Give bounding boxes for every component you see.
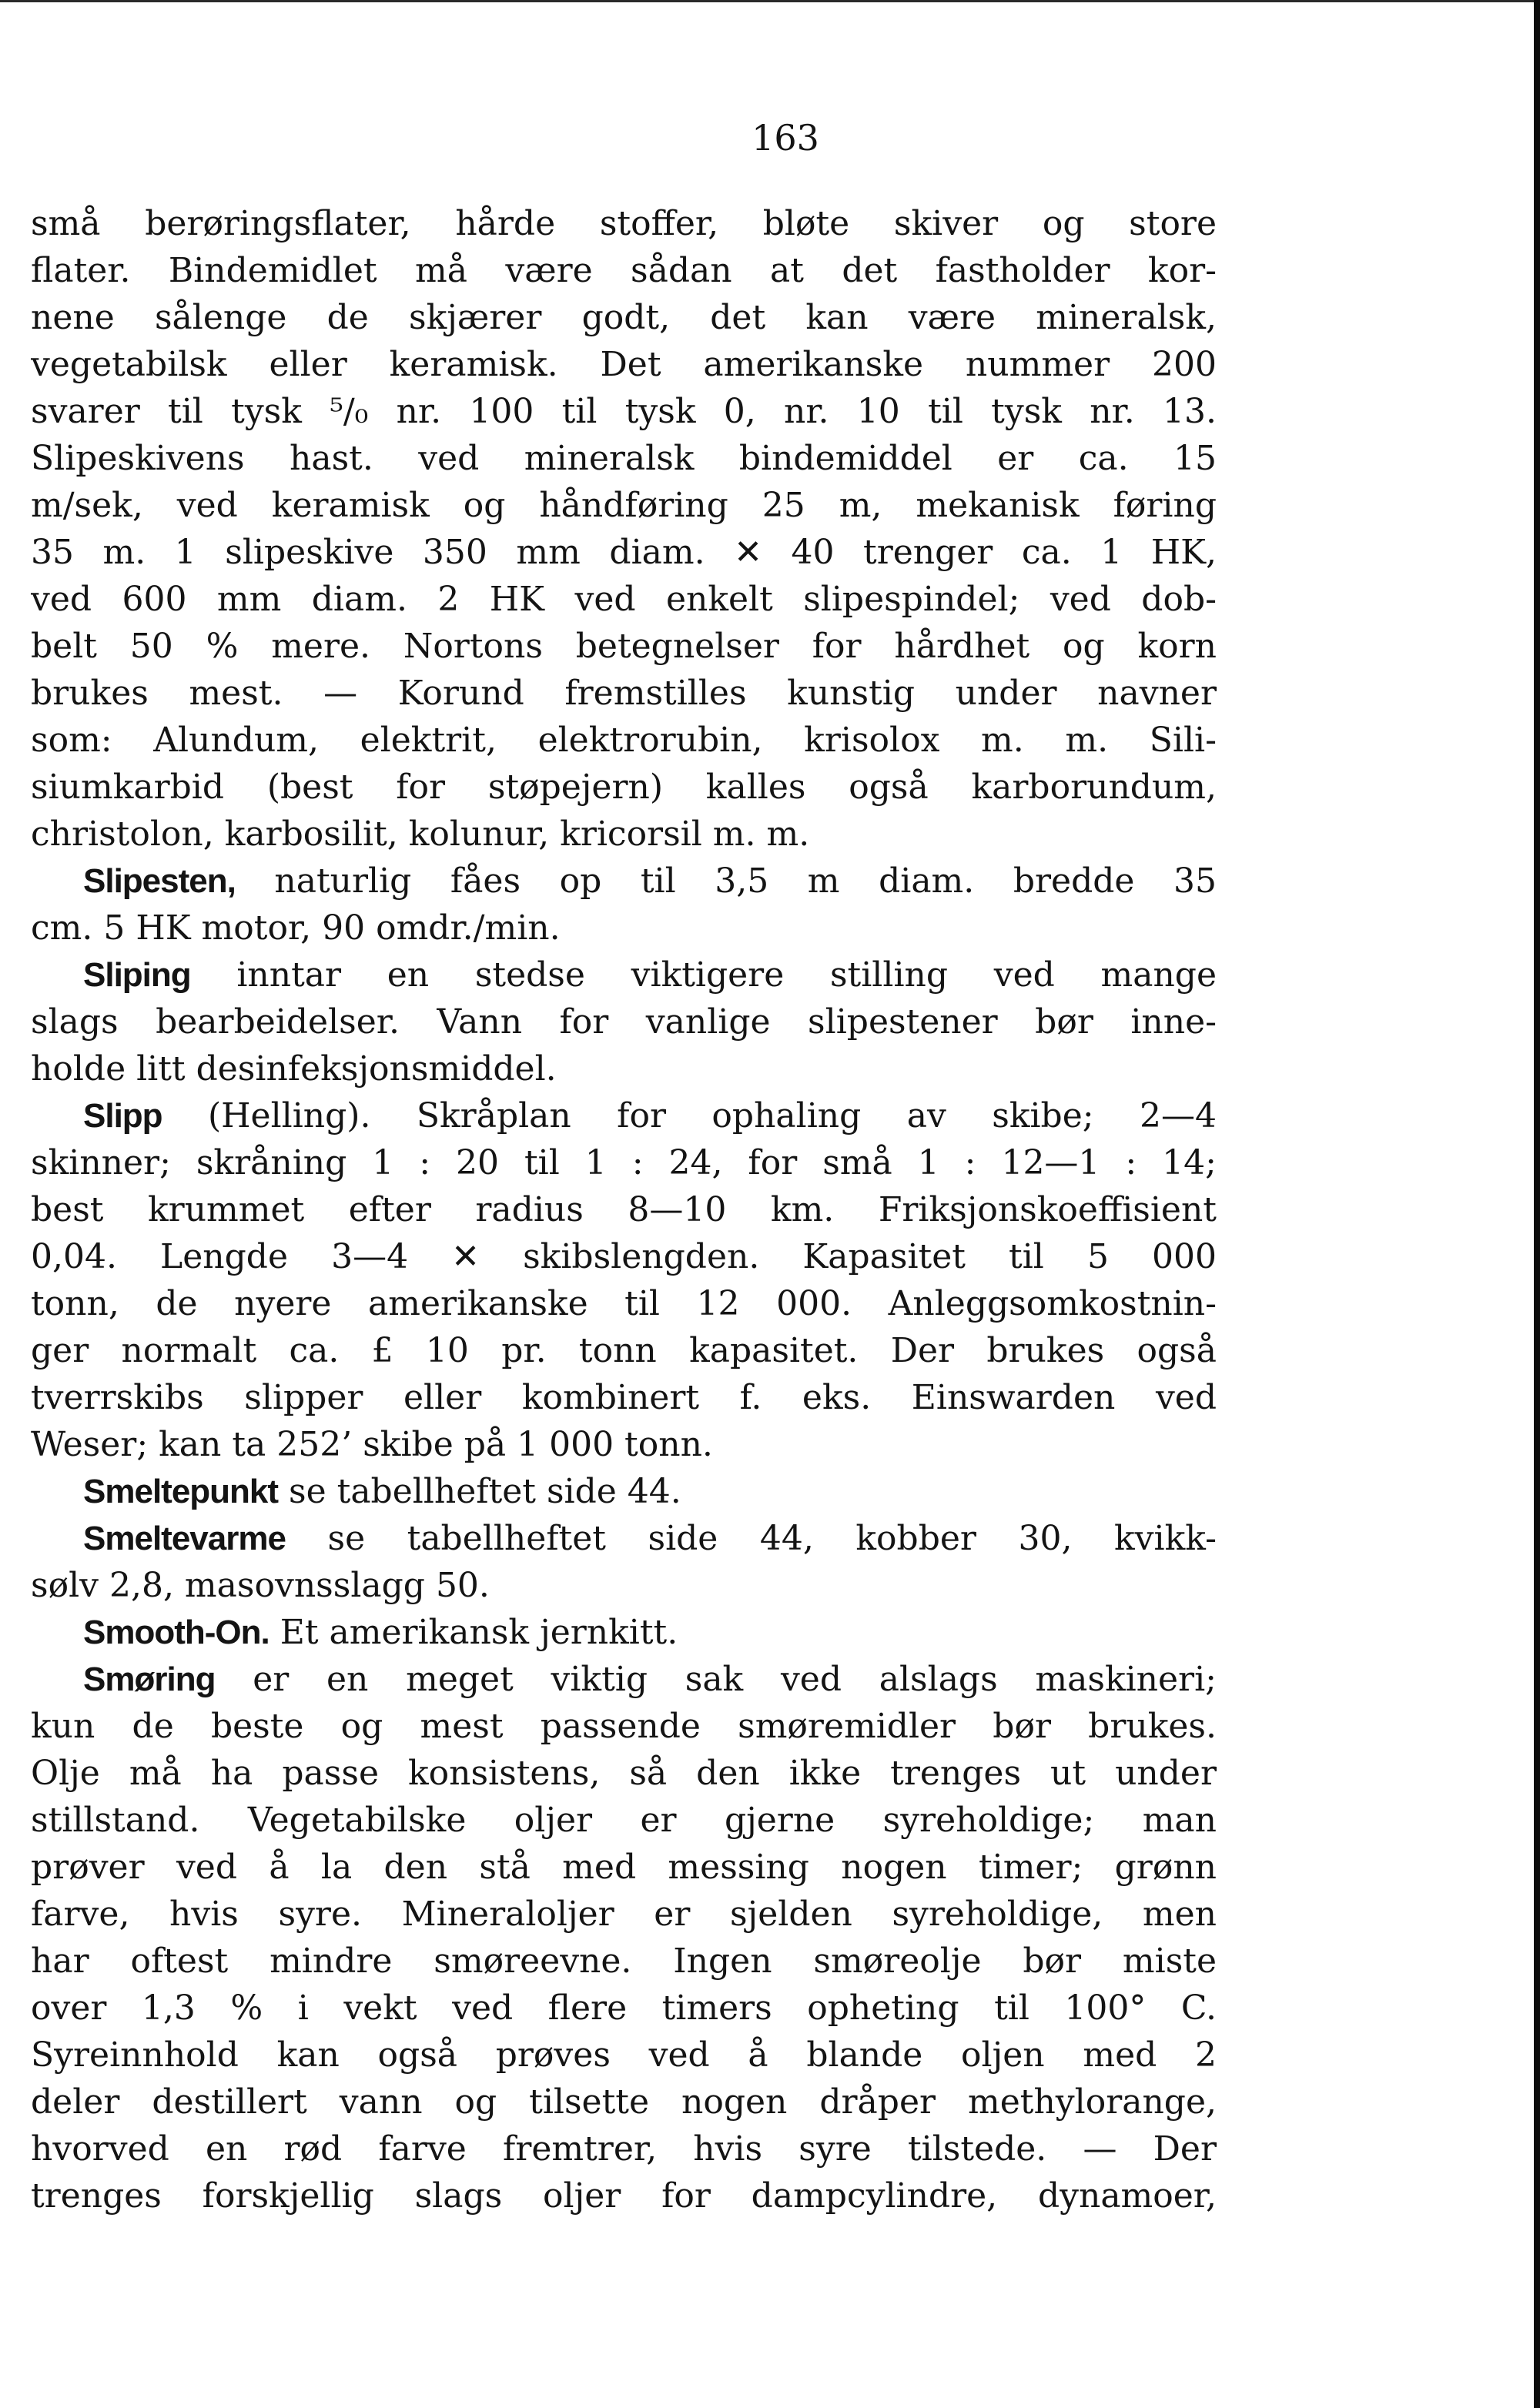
line-text: Et amerikansk jernkitt. bbox=[269, 1613, 678, 1652]
line-text: inntar en stedse viktigere stilling ved mange bbox=[190, 955, 1217, 995]
text-line bbox=[31, 2125, 1217, 2172]
line-text: Syreinnhold kan også prøves ved å blande oljen med 2 bbox=[31, 2035, 1217, 2075]
line-text: hvorved en rød farve fremtrer, hvis syre tilstede. — Der bbox=[31, 2129, 1217, 2169]
line-text: (Helling). Skråplan for ophaling av skibe; 2—4 bbox=[162, 1096, 1217, 1135]
text-line bbox=[31, 388, 1217, 435]
entry-headword: Smooth-On. bbox=[83, 1614, 270, 1651]
line-text: over 1,3 % i vekt ved flere timers opheting til 100° C. bbox=[31, 1988, 1217, 2028]
text-line bbox=[31, 1844, 1217, 1891]
line-text: best krummet efter radius 8—10 km. Friksjonskoeffisient bbox=[31, 1190, 1217, 1229]
line-text: belt 50 % mere. Nortons betegnelser for hårdhet og korn bbox=[31, 627, 1217, 666]
text-line bbox=[31, 1562, 1217, 1609]
text-line bbox=[31, 529, 1217, 576]
line-text: kun de beste og mest passende smøremidler bør brukes. bbox=[31, 1707, 1217, 1746]
text-line bbox=[31, 1750, 1217, 1797]
text-line bbox=[31, 1186, 1217, 1233]
line-text: farve, hvis syre. Mineraloljer er sjelden syreholdige, men bbox=[31, 1895, 1217, 1934]
line-text: har oftest mindre smøreevne. Ingen smøreolje bør miste bbox=[31, 1941, 1217, 1981]
entry-headword: Smeltevarme bbox=[83, 1520, 286, 1557]
scan-edge-right bbox=[1534, 0, 1540, 2408]
text-line bbox=[31, 1139, 1217, 1186]
line-text: m/sek, ved keramisk og håndføring 25 m, mekanisk føring bbox=[31, 486, 1217, 525]
entry-first-line bbox=[31, 1656, 1217, 1703]
text-line bbox=[31, 341, 1217, 388]
line-text: siumkarbid (best for støpejern) kalles også karborundum, bbox=[31, 768, 1217, 807]
text-line bbox=[31, 1891, 1217, 1938]
scan-edge-top bbox=[0, 0, 1540, 2]
line-text: Weser; kan ta 252’ skibe på 1 000 tonn. bbox=[31, 1425, 713, 1464]
line-text: prøver ved å la den stå med messing nogen timer; grønn bbox=[31, 1848, 1217, 1887]
text-line bbox=[31, 247, 1217, 294]
line-text: små berøringsflater, hårde stoffer, bløte skiver og store bbox=[31, 204, 1217, 243]
line-text: flater. Bindemidlet må være sådan at det fastholder kor- bbox=[31, 251, 1217, 290]
text-line bbox=[31, 764, 1217, 811]
line-text: deler destillert vann og tilsette nogen dråper methylorange, bbox=[31, 2082, 1217, 2122]
entry-first-line bbox=[31, 1609, 1217, 1656]
line-text: Olje må ha passe konsistens, så den ikke trenges ut under bbox=[31, 1754, 1217, 1793]
text-line bbox=[31, 623, 1217, 670]
line-text: brukes mest. — Korund fremstilles kunstig under navner bbox=[31, 674, 1217, 713]
line-text: se tabellheftet side 44, kobber 30, kvikk- bbox=[285, 1519, 1217, 1558]
text-line bbox=[31, 670, 1217, 717]
line-text: naturlig fåes op til 3,5 m diam. bredde 35 bbox=[235, 861, 1217, 901]
entry-headword: Slipp bbox=[83, 1097, 162, 1135]
text-line bbox=[31, 482, 1217, 529]
text-line bbox=[31, 1797, 1217, 1844]
entry-first-line bbox=[31, 951, 1217, 998]
line-text: vegetabilsk eller keramisk. Det amerikanske nummer 200 bbox=[31, 345, 1217, 384]
text-line bbox=[31, 435, 1217, 482]
text-line bbox=[31, 1374, 1217, 1421]
body-text bbox=[31, 200, 1217, 2219]
text-line bbox=[31, 1703, 1217, 1750]
entry-headword: Sliping bbox=[83, 956, 191, 994]
line-text: Slipeskivens hast. ved mineralsk bindemiddel er ca. 15 bbox=[31, 439, 1217, 478]
line-text: holde litt desinfeksjonsmiddel. bbox=[31, 1049, 557, 1089]
line-text: se tabellheftet side 44. bbox=[278, 1472, 681, 1511]
entry-first-line bbox=[31, 1092, 1217, 1139]
page-number: 163 bbox=[752, 117, 819, 159]
entry-headword: Smeltepunkt bbox=[83, 1473, 279, 1510]
text-line bbox=[31, 998, 1217, 1045]
text-line bbox=[31, 294, 1217, 341]
line-text: stillstand. Vegetabilske oljer er gjerne syreholdige; man bbox=[31, 1801, 1217, 1840]
line-text: nene sålenge de skjærer godt, det kan være mineralsk, bbox=[31, 298, 1217, 337]
text-line bbox=[31, 2172, 1217, 2219]
line-text: er en meget viktig sak ved alslags maskineri; bbox=[215, 1660, 1217, 1699]
text-line bbox=[31, 1233, 1217, 1280]
text-line bbox=[31, 2032, 1217, 2079]
text-line bbox=[31, 200, 1217, 247]
text-line bbox=[31, 1280, 1217, 1327]
text-line bbox=[31, 1985, 1217, 2032]
line-text: trenges forskjellig slags oljer for dampcylindre, dynamoer, bbox=[31, 2176, 1217, 2216]
text-line bbox=[31, 905, 1217, 951]
line-text: ved 600 mm diam. 2 HK ved enkelt slipespindel; ved dob- bbox=[31, 580, 1217, 619]
entry-first-line bbox=[31, 1515, 1217, 1562]
line-text: 35 m. 1 slipeskive 350 mm diam. ✕ 40 trenger ca. 1 HK, bbox=[31, 533, 1217, 572]
text-line bbox=[31, 1045, 1217, 1092]
line-text: tonn, de nyere amerikanske til 12 000. Anleggsomkostnin- bbox=[31, 1284, 1217, 1323]
line-text: skinner; skråning 1 : 20 til 1 : 24, for små 1 : 12—1 : 14; bbox=[31, 1143, 1217, 1182]
line-text: christolon, karbosilit, kolunur, kricorsil m. m. bbox=[31, 814, 810, 854]
text-line bbox=[31, 1421, 1217, 1468]
line-text: sølv 2,8, masovnsslagg 50. bbox=[31, 1566, 490, 1605]
line-text: som: Alundum, elektrit, elektrorubin, krisolox m. m. Sili- bbox=[31, 721, 1217, 760]
line-text: ger normalt ca. £ 10 pr. tonn kapasitet. Der brukes også bbox=[31, 1331, 1217, 1370]
entry-headword: Smøring bbox=[83, 1661, 216, 1698]
line-text: 0,04. Lengde 3—4 ✕ skibslengden. Kapasitet til 5 000 bbox=[31, 1237, 1217, 1276]
line-text: cm. 5 HK motor, 90 omdr./min. bbox=[31, 908, 561, 948]
entry-first-line bbox=[31, 858, 1217, 905]
text-line bbox=[31, 1327, 1217, 1374]
text-line bbox=[31, 717, 1217, 764]
text-line bbox=[31, 2079, 1217, 2125]
text-line bbox=[31, 576, 1217, 623]
line-text: tverrskibs slipper eller kombinert f. eks. Einswarden ved bbox=[31, 1378, 1217, 1417]
line-text: svarer til tysk ⁵/₀ nr. 100 til tysk 0, nr. 10 til tysk nr. 13. bbox=[31, 392, 1217, 431]
entry-headword: Slipesten, bbox=[83, 862, 236, 900]
line-text: slags bearbeidelser. Vann for vanlige slipestener bør inne- bbox=[31, 1002, 1217, 1042]
text-line bbox=[31, 811, 1217, 858]
text-line bbox=[31, 1938, 1217, 1985]
entry-first-line bbox=[31, 1468, 1217, 1515]
